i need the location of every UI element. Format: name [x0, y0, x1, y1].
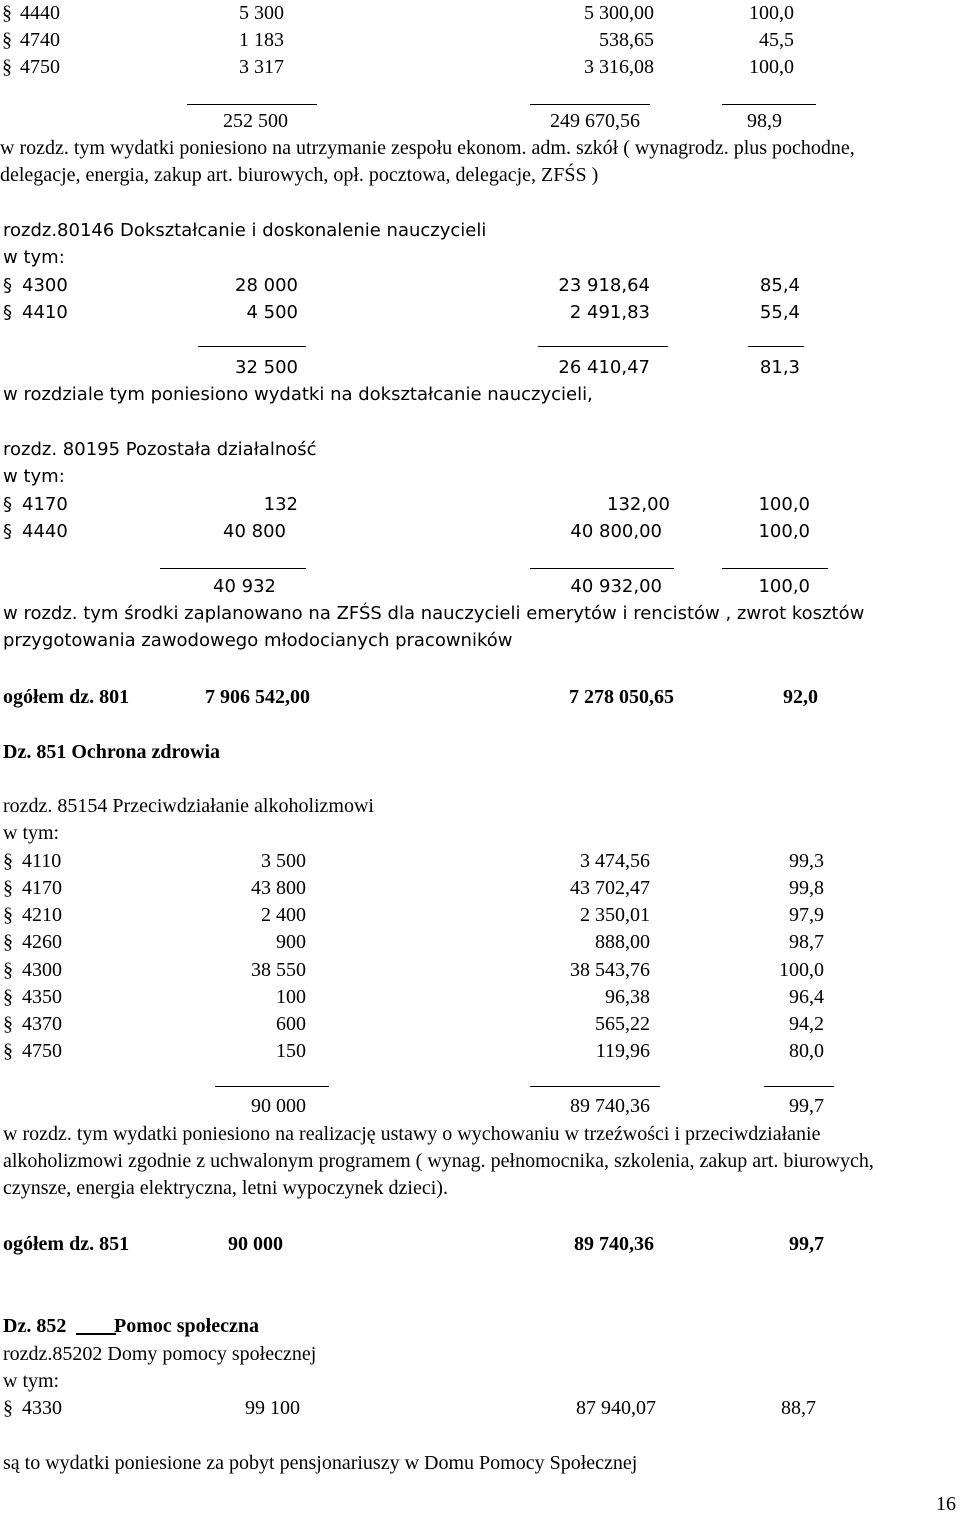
- section-note: w rozdz. tym wydatki poniesiono na realizację ustawy o wychowaniu w trzeźwości i przeciwdziałanie alkoholizmowi zgodnie z uchwalonym programem ( wynag. pełnomocnika, szkolenia, zakup art. biurowych, czynsze, energia elektryczna, letni wypoczynek dzieci).: [3, 1123, 874, 1199]
- total-rule: [722, 568, 828, 569]
- chapter-heading: [0, 1313, 960, 1340]
- chapter-total-exec: 89 740,36: [574, 1233, 654, 1255]
- table-row: § 4300 28 000 23 918,64 85,4: [3, 275, 800, 296]
- w-tym-label: w tym:: [3, 822, 60, 844]
- w-tym-label: w tym:: [3, 466, 65, 487]
- row-pct: 100,0: [749, 2, 794, 24]
- row-plan: 3 317: [239, 56, 284, 78]
- chapter-total: [0, 1231, 960, 1258]
- row-exec: 538,65: [599, 29, 654, 51]
- total-row: 32 500 26 410,47 81,3: [235, 357, 800, 378]
- section-note: w rozdz. tym środki zaplanowano na ZFŚS dla nauczycieli emerytów i rencistów , zwrot kosztów przygotowania zawodowego młodocianych pracowników: [3, 603, 865, 651]
- table-row: § 4750 150 119,96 80,0: [3, 1040, 824, 1062]
- w-tym-label: w tym:: [3, 247, 65, 268]
- table-row: [0, 27, 960, 54]
- row-code: 4750: [20, 56, 60, 78]
- chapter-code: Dz. 852: [3, 1315, 67, 1337]
- table-row: § 4260 900 888,00 98,7: [3, 931, 824, 953]
- table-row: § 4330 99 100 87 940,07 88,7: [3, 1397, 816, 1419]
- row-code: 4740: [20, 29, 60, 51]
- total-pct: 98,9: [747, 110, 782, 132]
- chapter-total-pct: 92,0: [783, 686, 818, 708]
- row-pct: 45,5: [759, 29, 794, 51]
- section-title: rozdz. 80195 Pozostała działalność: [3, 439, 317, 460]
- chapter-total-label: ogółem dz. 801: [3, 686, 130, 708]
- total-rule: [160, 568, 306, 569]
- chapter-total-plan: 7 906 542,00: [205, 686, 310, 708]
- page-number: 16: [936, 1493, 956, 1515]
- table-row: [0, 0, 960, 27]
- section-title: rozdz. 85154 Przeciwdziałanie alkoholizmowi: [3, 795, 374, 817]
- table-row: § 4410 4 500 2 491,83 55,4: [3, 302, 800, 323]
- total-row: [0, 108, 960, 135]
- section-note: w rozdziale tym poniesiono wydatki na dokształcanie nauczycieli,: [3, 384, 593, 405]
- section-title: rozdz.80146 Dokształcanie i doskonalenie nauczycieli: [3, 220, 487, 241]
- total-rule: [530, 104, 650, 105]
- chapter-total-label: ogółem dz. 851: [3, 1233, 130, 1255]
- total-exec: 249 670,56: [550, 110, 640, 132]
- section-note: są to wydatki poniesione za pobyt pensjonariuszy w Domu Pomocy Społecznej: [3, 1452, 638, 1474]
- table-row: § 4170 43 800 43 702,47 99,8: [3, 877, 824, 899]
- total-rule: [748, 346, 804, 347]
- chapter-name: Pomoc społeczna: [114, 1315, 259, 1337]
- total-plan: 252 500: [223, 110, 288, 132]
- section-title: rozdz.85202 Domy pomocy społecznej: [3, 1343, 317, 1365]
- row-exec: 3 316,08: [584, 56, 654, 78]
- total-rule: [187, 104, 317, 105]
- row-plan: 5 300: [239, 2, 284, 24]
- chapter-heading-gap: [76, 1313, 114, 1340]
- total-rule: [215, 1086, 329, 1087]
- row-plan: 1 183: [239, 29, 284, 51]
- row-exec: 5 300,00: [584, 2, 654, 24]
- total-rule: [530, 568, 674, 569]
- total-rule: [198, 346, 306, 347]
- paragraph-sign: §: [2, 2, 12, 24]
- table-row: § 4170 132 132,00 100,0: [3, 494, 810, 515]
- table-row: § 4300 38 550 38 543,76 100,0: [3, 959, 824, 981]
- total-row: 40 932 40 932,00 100,0: [213, 576, 810, 597]
- table-row: § 4370 600 565,22 94,2: [3, 1013, 824, 1035]
- w-tym-label: w tym:: [3, 1370, 60, 1392]
- total-rule: [764, 1086, 834, 1087]
- paragraph-sign: §: [2, 56, 12, 78]
- table-row: § 4350 100 96,38 96,4: [3, 986, 824, 1008]
- total-rule: [538, 346, 668, 347]
- chapter-total-pct: 99,7: [789, 1233, 824, 1255]
- table-row: [0, 54, 960, 81]
- table-row: § 4110 3 500 3 474,56 99,3: [3, 850, 824, 872]
- chapter-heading: Dz. 851 Ochrona zdrowia: [3, 741, 221, 763]
- section-note: w rozdz. tym wydatki poniesiono na utrzymanie zespołu ekonom. adm. szkół ( wynagrodz. plus pochodne, delegacje, energia, zakup art. biurowych, opł. pocztowa, delegacje, ZFŚS ): [0, 137, 855, 186]
- table-row: § 4440 40 800 40 800,00 100,0: [3, 521, 810, 542]
- chapter-total-plan: 90 000: [228, 1233, 283, 1255]
- table-row: § 4210 2 400 2 350,01 97,9: [3, 904, 824, 926]
- chapter-total: [0, 684, 960, 711]
- total-rule: [722, 104, 816, 105]
- total-row: 90 000 89 740,36 99,7: [251, 1095, 824, 1117]
- chapter-total-exec: 7 278 050,65: [569, 686, 674, 708]
- row-pct: 100,0: [749, 56, 794, 78]
- row-code: 4440: [20, 2, 60, 24]
- paragraph-sign: §: [2, 29, 12, 51]
- total-rule: [530, 1086, 660, 1087]
